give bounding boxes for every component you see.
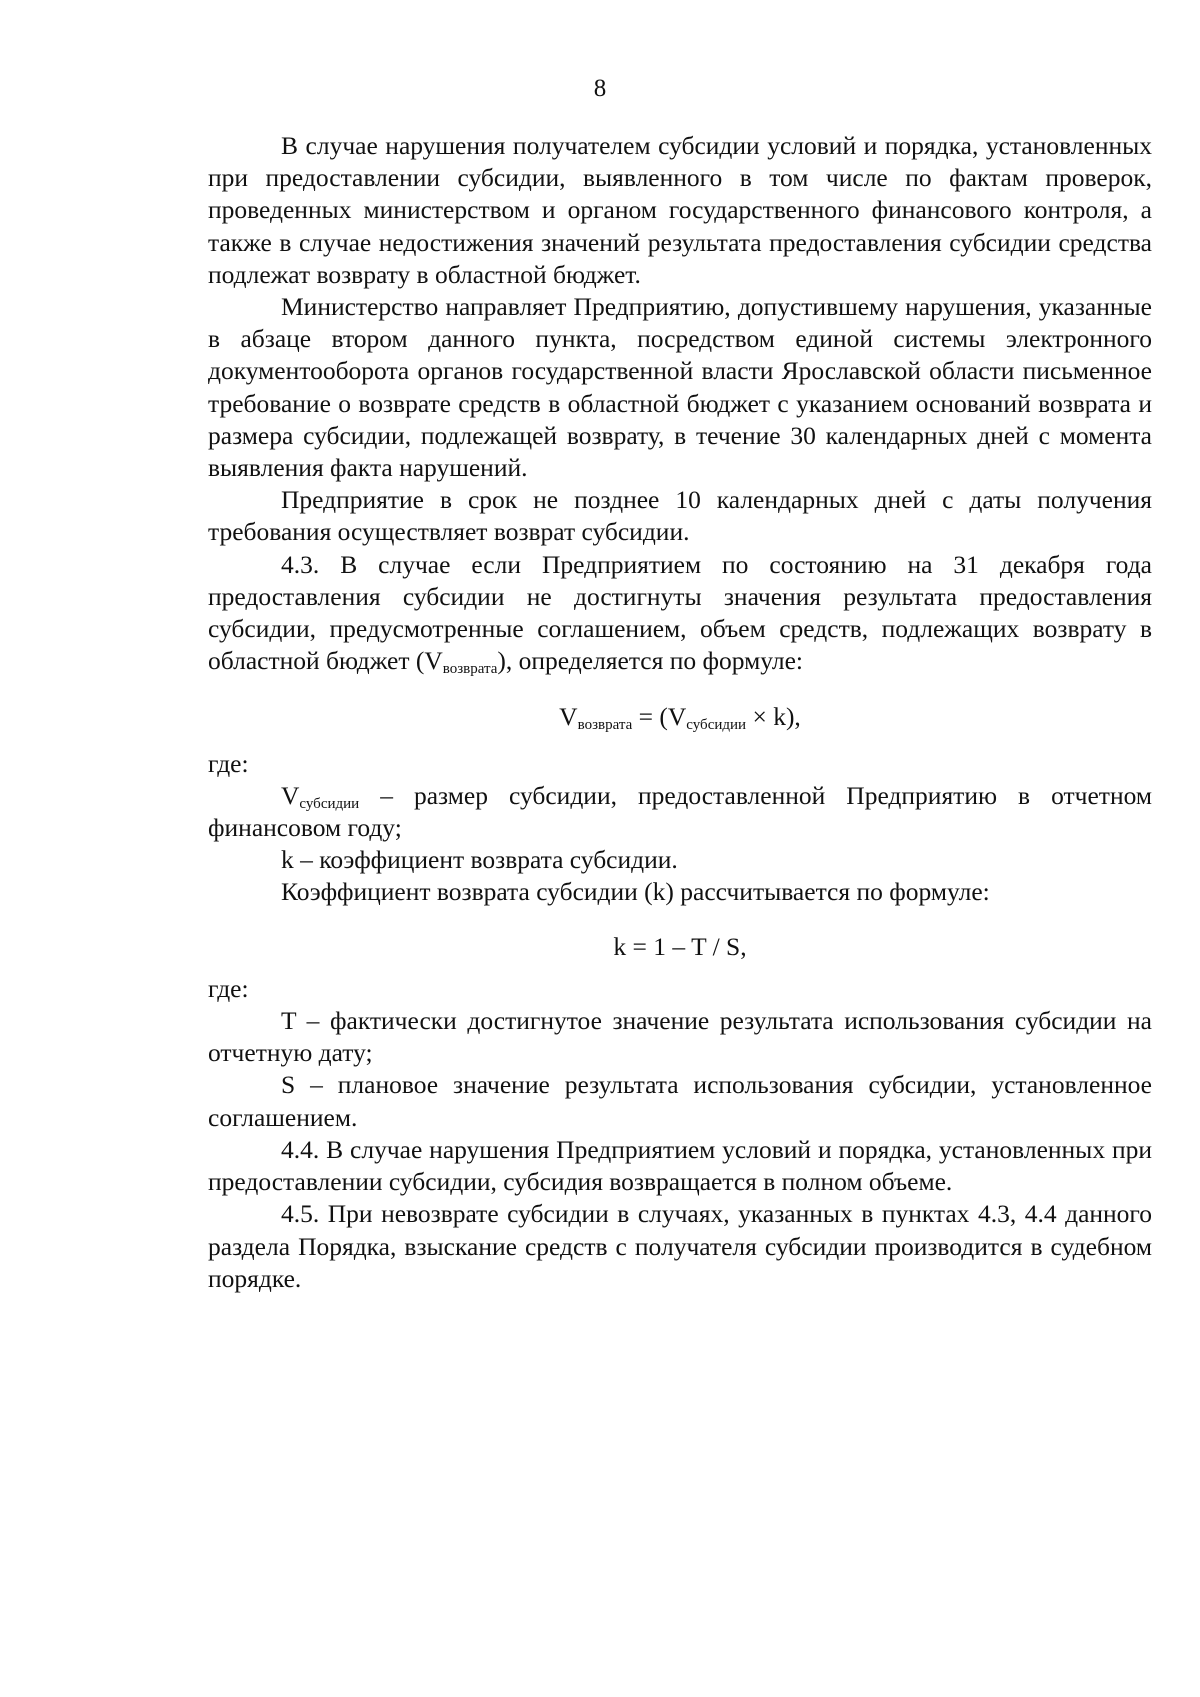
clause-4-3 [208, 549, 1152, 678]
k-formula-intro: Коэффициент возврата субсидии (k) рассчитывается по формуле: [281, 877, 990, 907]
definition-t: T – фактически достигнутое значение результата использования субсидии на отчетную дату; [208, 1006, 1152, 1068]
clause-4-3-subscript: возврата [442, 661, 498, 678]
definition-k: k – коэффициент возврата субсидии. [281, 845, 678, 875]
definition-v-subsidy [208, 780, 1152, 844]
formula1-end: × k), [746, 702, 801, 732]
paragraph-violation-return: В случае нарушения получателем субсидии условий и порядка, установленных при предоставлении субсидии, выявленного в том числе по фактам проверок, проведенных министерством и органом государственного финансового контроля, а также в случае недостижения значений результата предоставления субсидии средства подлежат возврату в областной бюджет. [208, 131, 1152, 289]
def-v-sub: субсидии [299, 795, 360, 812]
clause-4-4: 4.4. В случае нарушения Предприятием условий и порядка, установленных при предоставлении субсидии, субсидия возвращается в полном объеме. [208, 1134, 1152, 1197]
formula1-mid: = (V [632, 702, 687, 732]
formula-return-volume [208, 701, 1152, 733]
where-label-2: где: [208, 973, 249, 1003]
clause-4-3-text: 4.3. В случае если Предприятием по состоянию на 31 декабря года предоставления субсидии не достигнуты значения результата предоставления субсидии, предусмотренные соглашением, объем средств, подлежащих возврату в областной бюджет (V [208, 549, 1152, 676]
formula-k: k = 1 – T / S, [613, 931, 747, 961]
clause-4-5: 4.5. При невозврате субсидии в случаях, указанных в пунктах 4.3, 4.4 данного раздела Порядка, взыскание средств с получателя субсидии производится в судебном порядке. [208, 1199, 1152, 1293]
formula1-v2-sub: субсидии [686, 717, 747, 734]
page-number: 8 [593, 75, 607, 102]
document-body [208, 130, 1152, 1295]
def-v-symbol: V [281, 780, 300, 810]
clause-4-3-text-end: ), определяется по формуле: [497, 646, 804, 676]
def-v-text: – размер субсидии, предоставленной Предприятию в отчетном финансовом году; [208, 780, 1152, 843]
formula1-v-sub: возврата [577, 717, 633, 734]
definition-s: S – плановое значение результата использования субсидии, установленное соглашением. [208, 1070, 1152, 1132]
paragraph-ministry-requirement: Министерство направляет Предприятию, допустившему нарушения, указанные в абзаце втором данного пункта, посредством единой системы электронного документооборота органов государственной власти Ярославской области письменное требование о возврате средств в областной бюджет с указанием оснований возврата и размера субсидии, подлежащей возврату, в течение 30 календарных дней с момента выявления факта нарушений. [208, 292, 1152, 483]
where-label-1: где: [208, 748, 249, 778]
paragraph-return-deadline: Предприятие в срок не позднее 10 календарных дней с даты получения требования осуществляет возврат субсидии. [208, 485, 1152, 547]
formula1-v: V [559, 702, 578, 732]
